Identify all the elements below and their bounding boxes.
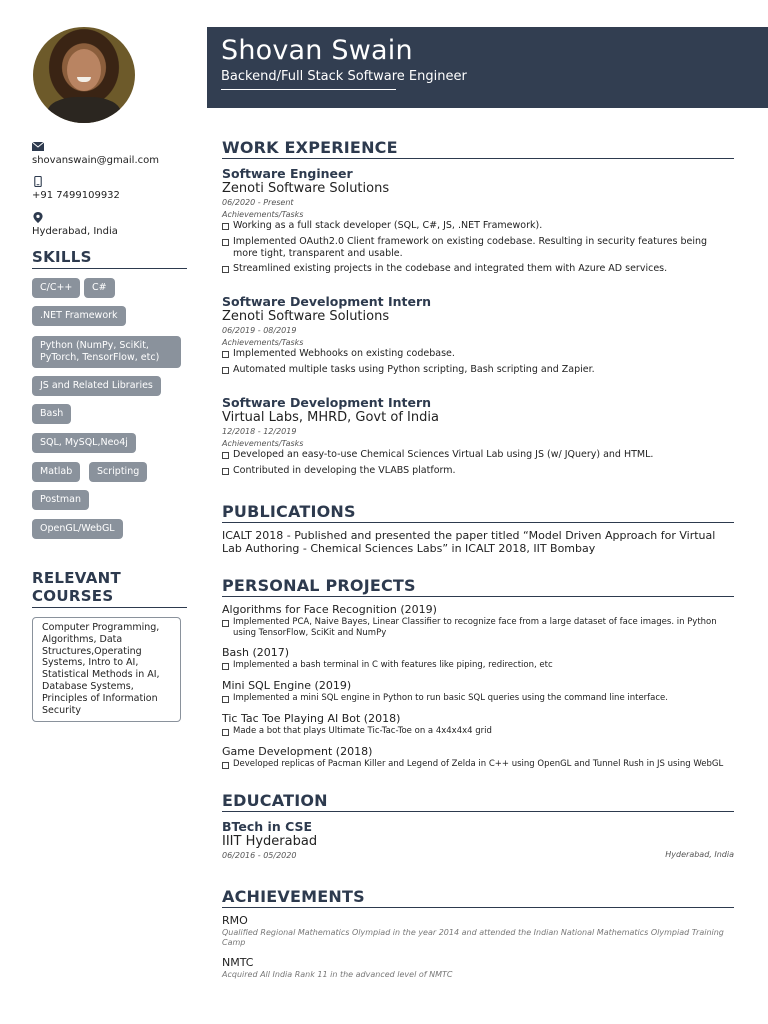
work-heading: WORK EXPERIENCE xyxy=(222,138,734,159)
project-entry xyxy=(222,745,734,772)
job-tasks-label: Achievements/Tasks xyxy=(222,210,304,219)
list-item: Developed an easy-to-use Chemical Sciences Virtual Lab using JS (w/ JQuery) and HTML. xyxy=(222,449,734,461)
job-date: 12/2018 - 12/2019 xyxy=(222,427,297,436)
job-bullets xyxy=(222,348,734,376)
project-title: Mini SQL Engine (2019) xyxy=(222,679,352,692)
job-entry xyxy=(222,166,734,279)
email-text: shovanswain@gmail.com xyxy=(32,155,159,166)
school: IIIT Hyderabad xyxy=(222,834,318,849)
job-entry xyxy=(222,395,734,480)
courses-box: Computer Programming, Algorithms, Data Structures,Operating Systems, Intro to AI, Statistical Methods in AI, Database Systems, Principles of Information Security xyxy=(32,617,181,722)
job-bullets xyxy=(222,220,734,275)
education-entry xyxy=(222,819,734,862)
project-entry xyxy=(222,603,734,640)
job-title: Software Engineer xyxy=(222,166,353,181)
location-text: Hyderabad, India xyxy=(32,226,118,237)
job-company: Virtual Labs, MHRD, Govt of India xyxy=(222,410,439,425)
project-title: Bash (2017) xyxy=(222,646,290,659)
skill-tag: Matlab xyxy=(32,462,80,482)
skill-tag: SQL, MySQL,Neo4j xyxy=(32,433,136,453)
phone-icon xyxy=(32,176,44,187)
header-banner xyxy=(207,27,768,108)
location-pin-icon xyxy=(32,212,44,223)
project-entry xyxy=(222,712,734,739)
achievement-desc: Qualified Regional Mathematics Olympiad in the year 2014 and attended the Indian National Mathematics Olympiad Training Camp xyxy=(222,928,724,947)
job-company: Zenoti Software Solutions xyxy=(222,309,390,324)
candidate-name: Shovan Swain xyxy=(221,35,413,66)
contact-phone xyxy=(32,176,120,201)
achievement-title: NMTC xyxy=(222,956,254,969)
skill-tag: JS and Related Libraries xyxy=(32,376,161,396)
education-heading: EDUCATION xyxy=(222,791,734,812)
contact-location xyxy=(32,212,118,237)
phone-text: +91 7499109932 xyxy=(32,190,120,201)
publications-heading: PUBLICATIONS xyxy=(222,502,734,523)
job-title: Software Development Intern xyxy=(222,395,432,410)
courses-heading: RELEVANT COURSES xyxy=(32,569,187,608)
profile-photo xyxy=(33,27,135,123)
skill-tag: C# xyxy=(84,278,115,298)
list-item: Contributed in developing the VLABS platform. xyxy=(222,465,734,477)
list-item: Made a bot that plays Ultimate Tic-Tac-Toe on a 4x4x4x4 grid xyxy=(222,726,734,737)
project-entry xyxy=(222,679,734,706)
skill-tag: C/C++ xyxy=(32,278,80,298)
job-date: 06/2020 - Present xyxy=(222,198,294,207)
list-item: Working as a full stack developer (SQL, C#, JS, .NET Framework). xyxy=(222,220,734,232)
skill-tag: Bash xyxy=(32,404,71,424)
job-title: Software Development Intern xyxy=(222,294,432,309)
job-entry xyxy=(222,294,734,379)
skill-tag: Scripting xyxy=(89,462,147,482)
project-entry xyxy=(222,646,734,673)
job-company: Zenoti Software Solutions xyxy=(222,181,390,196)
list-item: Implemented OAuth2.0 Client framework on existing codebase. Resulting in security features being more tight, transparent and usable. xyxy=(222,236,734,260)
list-item: Automated multiple tasks using Python scripting, Bash scripting and Zapier. xyxy=(222,364,734,376)
project-title: Game Development (2018) xyxy=(222,745,373,758)
achievement-entry xyxy=(222,914,734,948)
achievement-desc: Acquired All India Rank 11 in the advanced level of NMTC xyxy=(222,970,453,979)
skill-tag: Python (NumPy, SciKit, PyTorch, TensorFlow, etc) xyxy=(32,336,181,368)
list-item: Implemented a bash terminal in C with features like piping, redirection, etc xyxy=(222,660,734,671)
job-tasks-label: Achievements/Tasks xyxy=(222,439,304,448)
education-location: Hyderabad, India xyxy=(665,850,734,859)
job-bullets xyxy=(222,449,734,477)
candidate-role: Backend/Full Stack Software Engineer xyxy=(221,69,467,84)
skills-heading: SKILLS xyxy=(32,248,187,269)
achievement-title: RMO xyxy=(222,914,248,927)
degree: BTech in CSE xyxy=(222,819,313,834)
skill-tag: OpenGL/WebGL xyxy=(32,519,123,539)
job-tasks-label: Achievements/Tasks xyxy=(222,338,304,347)
skill-tag: .NET Framework xyxy=(32,306,126,326)
list-item: Streamlined existing projects in the codebase and integrated them with Azure AD services. xyxy=(222,263,734,275)
projects-heading: PERSONAL PROJECTS xyxy=(222,576,734,597)
publication-text: ICALT 2018 - Published and presented the paper titled “Model Driven Approach for Virtual Lab Authoring - Chemical Sciences Labs” in ICALT 2018, IIT Bombay xyxy=(222,529,716,555)
contact-email xyxy=(32,141,159,166)
education-date: 06/2016 - 05/2020 xyxy=(222,851,297,860)
project-title: Tic Tac Toe Playing AI Bot (2018) xyxy=(222,712,401,725)
achievements-heading: ACHIEVEMENTS xyxy=(222,887,734,908)
role-underline xyxy=(221,89,396,90)
achievement-entry xyxy=(222,956,734,980)
list-item: Implemented PCA, Naive Bayes, Linear Classifier to recognize face from a large dataset of face images. in Python using TensorFlow, SciKit and NumPy xyxy=(222,617,734,638)
list-item: Developed replicas of Pacman Killer and Legend of Zelda in C++ using OpenGL and Tunnel Rush in JS using WebGL xyxy=(222,759,734,770)
list-item: Implemented a mini SQL engine in Python to run basic SQL queries using the command line interface. xyxy=(222,693,734,704)
job-date: 06/2019 - 08/2019 xyxy=(222,326,297,335)
list-item: Implemented Webhooks on existing codebase. xyxy=(222,348,734,360)
project-title: Algorithms for Face Recognition (2019) xyxy=(222,603,437,616)
skill-tag: Postman xyxy=(32,490,89,510)
envelope-icon xyxy=(32,141,44,152)
